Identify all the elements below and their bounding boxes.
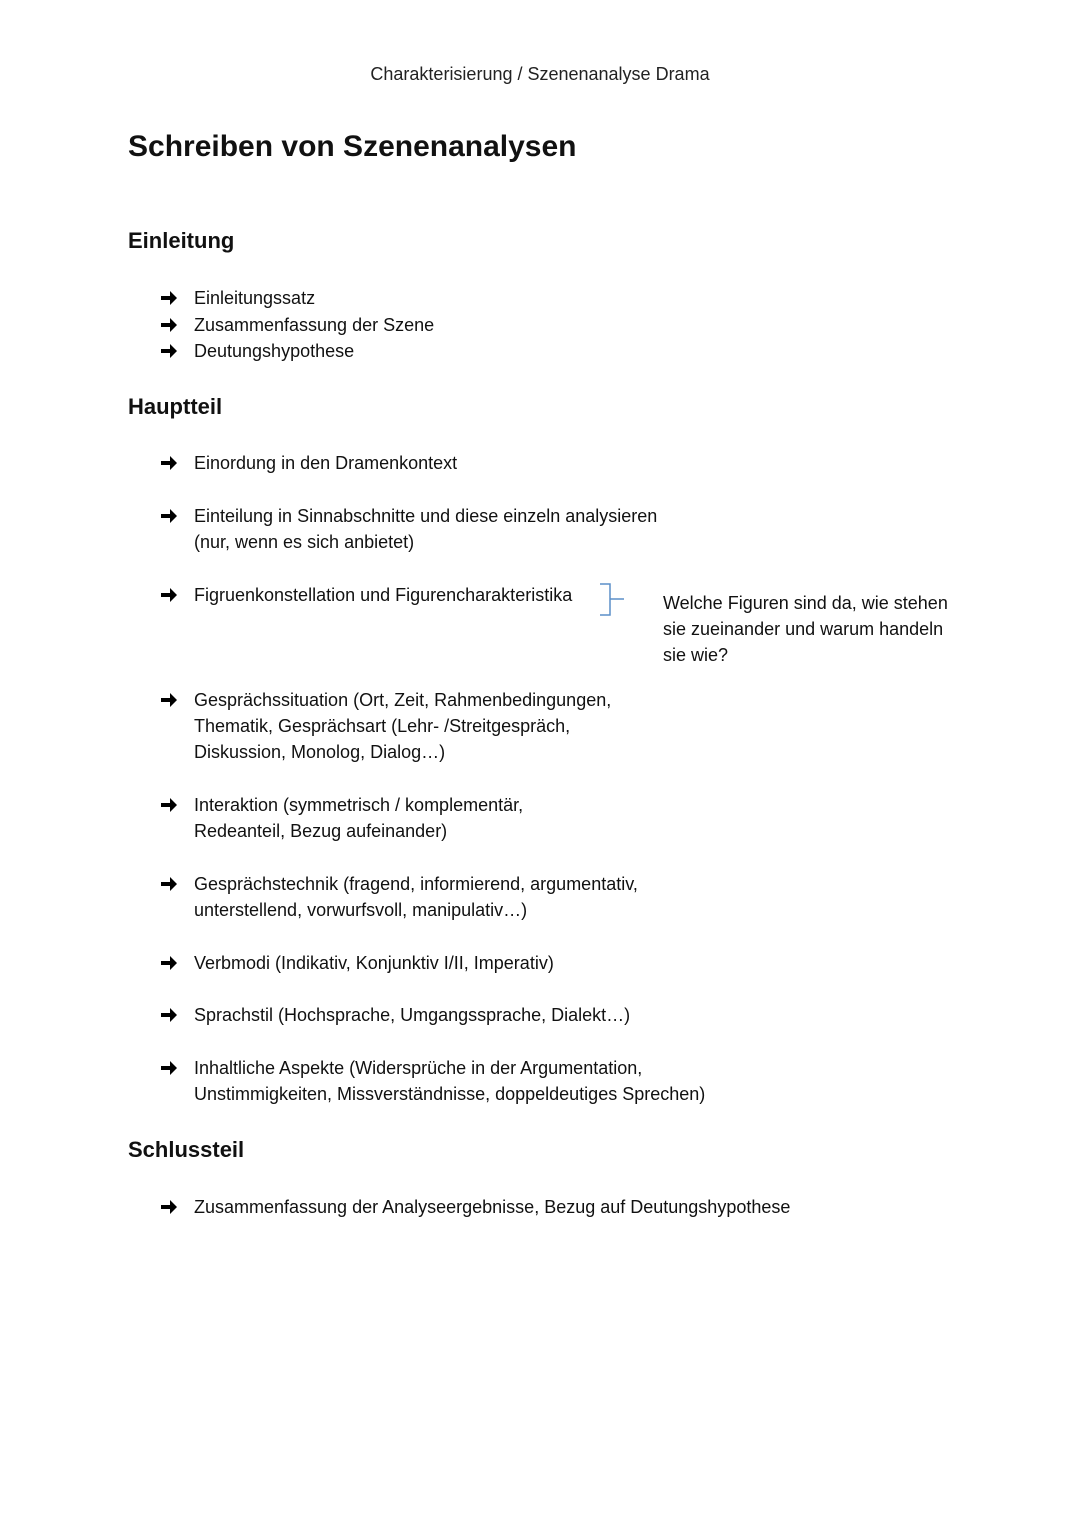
section-heading-schlussteil: Schlussteil <box>128 1137 245 1162</box>
arrow-right-icon <box>160 950 194 971</box>
list-item: Einleitungssatz <box>160 285 315 311</box>
arrow-right-icon <box>160 687 194 708</box>
arrow-right-icon <box>160 1002 194 1023</box>
list-item: Einordung in den Dramenkontext <box>160 450 457 476</box>
list-item: Sprachstil (Hochsprache, Umgangssprache, Dialekt…) <box>160 1002 630 1028</box>
section-heading-hauptteil: Hauptteil <box>128 394 223 419</box>
list-item: Figruenkonstellation und Figurencharakteristika <box>160 582 572 608</box>
page-title: Schreiben von Szenenanalysen <box>128 130 577 163</box>
list-item: Verbmodi (Indikativ, Konjunktiv I/II, Imperativ) <box>160 950 554 976</box>
arrow-right-icon <box>160 1194 194 1215</box>
arrow-right-icon <box>160 1055 194 1076</box>
list-item: Gesprächssituation (Ort, Zeit, Rahmenbedingungen, Thematik, Gesprächsart (Lehr- /Streitgespräch, Diskussion, Monolog, Dialog…) <box>160 687 611 765</box>
arrow-right-icon <box>160 871 194 892</box>
arrow-right-icon <box>160 792 194 813</box>
list-item: Deutungshypothese <box>160 338 354 364</box>
list-item: Gesprächstechnik (fragend, informierend, argumentativ, unterstellend, vorwurfsvoll, manipulativ…) <box>160 871 638 923</box>
arrow-right-icon <box>160 450 194 471</box>
list-item: Einteilung in Sinnabschnitte und diese einzeln analysieren (nur, wenn es sich anbietet) <box>160 503 657 555</box>
arrow-right-icon <box>160 312 194 333</box>
list-item: Zusammenfassung der Analyseergebnisse, Bezug auf Deutungshypothese <box>160 1194 790 1220</box>
arrow-right-icon <box>160 582 194 603</box>
list-item: Zusammenfassung der Szene <box>160 312 434 338</box>
section-heading-einleitung: Einleitung <box>128 228 235 253</box>
arrow-right-icon <box>160 285 194 306</box>
bracket-connector <box>598 582 628 618</box>
arrow-right-icon <box>160 503 194 524</box>
list-item: Inhaltliche Aspekte (Widersprüche in der Argumentation, Unstimmigkeiten, Missverständnisse, doppeldeutiges Sprechen) <box>160 1055 705 1107</box>
list-item: Interaktion (symmetrisch / komplementär, Redeanteil, Bezug aufeinander) <box>160 792 523 844</box>
running-header: Charakterisierung / Szenenanalyse Drama <box>370 64 710 84</box>
arrow-right-icon <box>160 338 194 359</box>
side-note: Welche Figuren sind da, wie stehen sie zueinander und warum handeln sie wie? <box>663 593 948 665</box>
